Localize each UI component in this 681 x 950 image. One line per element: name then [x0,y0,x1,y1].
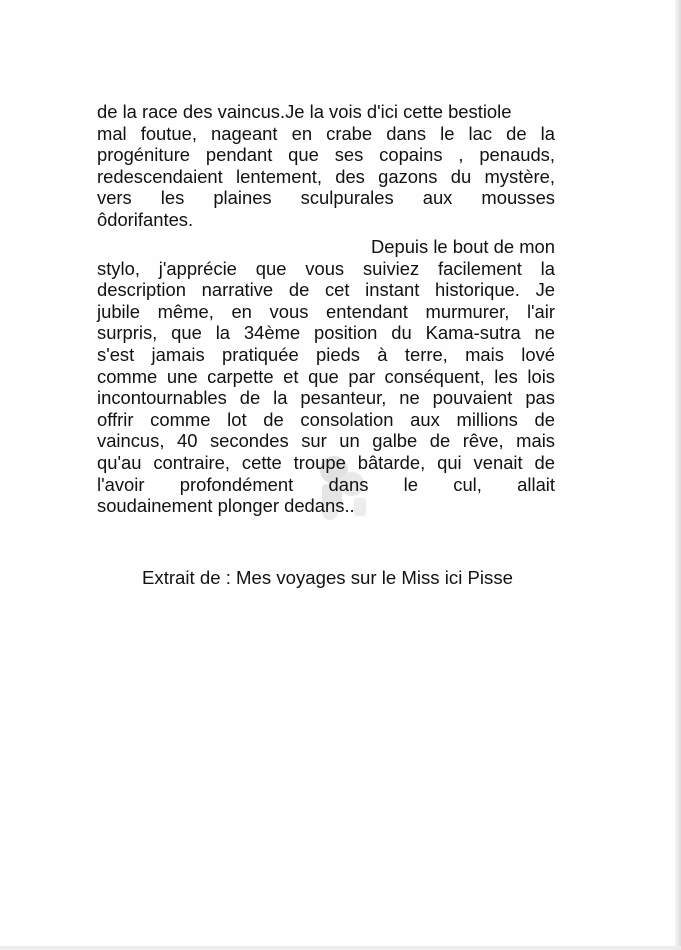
text-line [97,366,555,388]
line-text: soudainement plonger dedans.. [97,495,355,517]
line-text: vers les plaines sculpurales aux mousses [97,187,555,209]
text-line [97,387,555,409]
text-line [97,301,555,323]
line-text: ôdorifantes. [97,208,194,230]
text-line [97,187,555,209]
line-text: description narrative de cet instant historique. Je [97,279,555,301]
line-text: jubile même, en vous entendant murmurer, l'air [97,300,555,322]
page-edge-shadow [675,0,681,950]
text-line [97,123,555,145]
text-line [97,279,555,301]
text-line [97,452,555,474]
page-bottom-edge [0,946,681,950]
text-line [97,495,555,517]
line-text: l'avoir profondément dans le cul, allait [97,473,555,495]
line-text: progéniture pendant que ses copains , penauds, [97,144,555,166]
line-text: surpris, que la 34ème position du Kama-sutra ne [97,322,555,344]
text-line [97,144,555,166]
text-line [97,344,555,366]
text-line [97,209,555,231]
line-text: s'est jamais pratiquée pieds à terre, mais lové [97,343,555,365]
text-line [97,322,555,344]
line-text: vaincus, 40 secondes sur un galbe de rêve, mais [97,430,555,452]
source-caption: Extrait de : Mes voyages sur le Miss ici Pisse [142,567,513,588]
line-text: mal foutue, nageant en crabe dans le lac de la [97,122,555,144]
paragraph-1 [97,101,555,231]
text-line [97,101,555,123]
text-line [97,166,555,188]
line-text: comme une carpette et que par conséquent, les lois [97,365,555,387]
text-line [97,430,555,452]
paragraph-2 [97,236,555,517]
text-line [97,258,555,280]
line-text: redescendaient lentement, des gazons du mystère, [97,165,555,187]
text-line-indented [97,236,555,258]
text-line [97,474,555,496]
line-text: offrir comme lot de consolation aux millions de [97,408,555,430]
text-line [97,409,555,431]
line-text: incontournables de la pesanteur, ne pouvaient pas [97,387,555,409]
line-text: de la race des vaincus.Je la vois d'ici cette bestiole [97,101,512,122]
line-text: Depuis le bout de mon [370,236,555,257]
line-text: stylo, j'apprécie que vous suiviez facilement la [97,257,555,279]
line-text: qu'au contraire, cette troupe bâtarde, qui venait de [97,451,555,473]
